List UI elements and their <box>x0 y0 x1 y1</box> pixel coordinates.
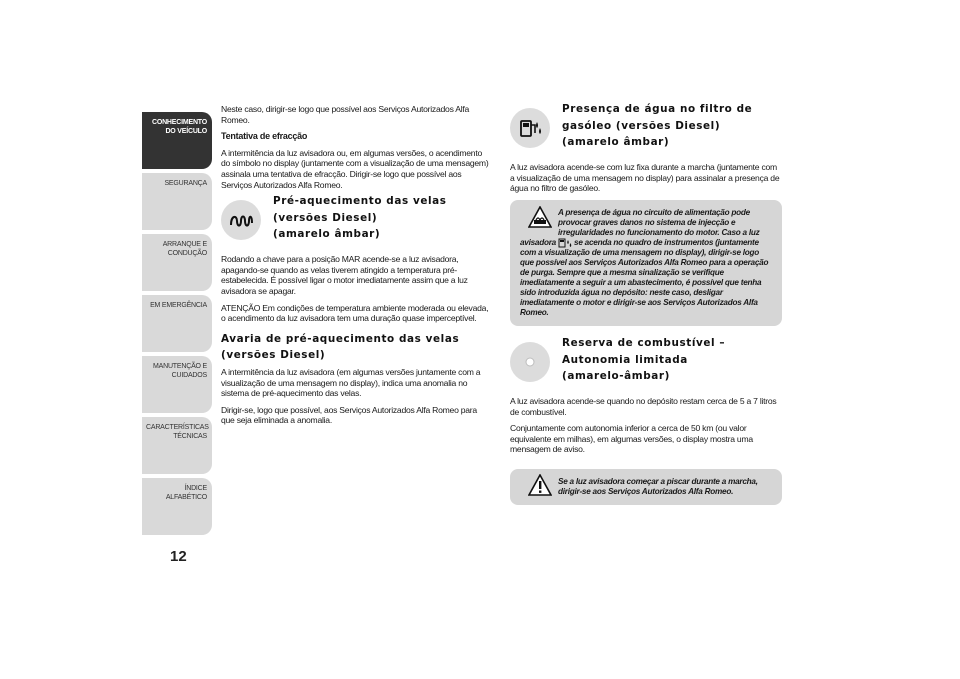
attempt-subtitle: Tentativa de efracção <box>221 131 308 142</box>
glow-plug-note: ATENÇÃO Em condições de temperatura ambiente moderada ou elevada, o acendimento da luz avisadora tem uma duração quase imperceptível. <box>221 302 489 324</box>
water-heading-line-2: gasóleo (versões Diesel) <box>562 119 721 132</box>
water-warning-box <box>510 200 782 326</box>
fuel-warning-box <box>510 469 782 505</box>
right-column <box>510 104 782 513</box>
glow-fault-paragraph-2: Dirigir-se, logo que possível, aos Serviços Autorizados Alfa Romeo para que seja eliminada a anomalia. <box>221 404 477 426</box>
tab-em-emergencia[interactable] <box>142 295 212 352</box>
tab-seguranca[interactable] <box>142 173 212 230</box>
water-in-fuel-icon <box>510 108 550 148</box>
glow-fault-header <box>221 334 491 361</box>
tab-label: CARACTERÍSTICAS TÉCNICAS <box>146 424 209 440</box>
fuel-paragraph: A luz avisadora acende-se quando no depósito restam cerca de 5 a 7 litros de combustível. <box>510 395 777 417</box>
fuel-paragraph-2: Conjuntamente com autonomia inferior a cerca de 50 km (ou valor equivalente em milhas), em algumas versões, o display mostra uma mensagem de aviso. <box>510 423 753 455</box>
tab-label: ARRANQUE E CONDUÇÃO <box>162 241 207 257</box>
tab-label: EM EMERGÊNCIA <box>150 302 207 309</box>
warning-triangle-icon <box>528 206 552 228</box>
tab-label: SEGURANÇA <box>164 180 207 187</box>
water-in-fuel-inline-icon <box>558 238 572 248</box>
fuel-heading-line-3: (amarelo-âmbar) <box>562 370 670 383</box>
fuel-reserve-icon <box>510 342 550 382</box>
water-paragraph: A luz avisadora acende-se com luz fixa durante a marcha (juntamente com a visualização de uma mensagem no display) para assinalar a presença de água no filtro de gasóleo. <box>510 162 780 194</box>
glow-plug-icon <box>221 200 261 240</box>
tab-indice-alfabetico[interactable] <box>142 478 212 535</box>
water-warning-text-b-pre: avisadora <box>520 237 556 247</box>
water-warning-text-b-post: se acenda no quadro de instrumentos (juntamente com a visualização de uma mensagem no display), dirigir-se logo que possível aos Serviços Autorizados Alfa Romeo para a operação de purga. Sempre que a mesma sinalização se verifique imediatamente a seguir a um abastecimento, é possível que tenha sido introduzida água no depósito: neste caso, desligar imediatamente o motor e dirigir-se aos Serviços Autorizados Alfa Romeo. <box>520 237 769 317</box>
glow-plug-section-header <box>221 196 491 250</box>
glow-plug-heading-line-2: (versões Diesel) <box>273 211 378 224</box>
water-heading-line-3: (amarelo âmbar) <box>562 136 670 149</box>
warning-triangle-icon <box>528 474 552 496</box>
left-column <box>221 104 491 432</box>
water-warning-text-a: A presença de água no circuito de alimentação pode provocar graves danos no sistema de injecção e irregularidades no funcionamento do motor. Caso a luz <box>558 207 760 237</box>
attempt-paragraph: A intermitência da luz avisadora ou, em algumas versões, o acendimento do símbolo no display (juntamente com a visualização de uma mensagem) assinala uma tentativa de efracção. Dirigir-se logo que possível aos Serviços Autorizados Alfa Romeo. <box>221 147 489 190</box>
tab-label: MANUTENÇÃO E CUIDADOS <box>153 363 207 379</box>
glow-fault-heading-line-1: Avaria de pré-aquecimento das velas <box>221 332 460 345</box>
tab-caracteristicas-tecnicas[interactable] <box>142 417 212 474</box>
glow-plug-paragraph: Rodando a chave para a posição MAR acende-se a luz avisadora, apagando-se quando as velas tiverem atingido a temperatura pré-estabelecida. É possível ligar o motor imediatamente assim que a luz avisadora se apagar. <box>221 254 468 296</box>
glow-plug-heading-line-3: (amarelo âmbar) <box>273 228 381 241</box>
fuel-heading-line-2: Autonomia limitada <box>562 353 688 366</box>
tab-arranque-e-conducao[interactable] <box>142 234 212 291</box>
tab-conhecimento-do-veiculo[interactable] <box>142 112 212 169</box>
glow-fault-heading-line-2: (versões Diesel) <box>221 349 326 362</box>
intro-paragraph: Neste caso, dirigir-se logo que possível aos Serviços Autorizados Alfa Romeo. <box>221 104 470 125</box>
water-filter-section-header <box>510 104 782 158</box>
tab-manutencao-e-cuidados[interactable] <box>142 356 212 413</box>
glow-fault-paragraph: A intermitência da luz avisadora (em algumas versões juntamente com a visualização de uma mensagem no display), indica uma anomalia no sistema de pré-aquecimento das velas. <box>221 366 481 399</box>
tab-label: ÍNDICE ALFABÉTICO <box>165 485 207 501</box>
tab-label: CONHECIMENTO DO VEÍCULO <box>151 119 207 135</box>
fuel-heading-line-1: Reserva de combustível – <box>562 336 726 349</box>
water-heading-line-1: Presença de água no filtro de <box>562 103 753 115</box>
glow-plug-heading-line-1: Pré-aquecimento das velas <box>273 195 447 208</box>
fuel-warning-text: Se a luz avisadora começar a piscar durante a marcha, dirigir-se aos Serviços Autorizados Alfa Romeo. <box>558 476 758 496</box>
chapter-tabs <box>142 112 212 539</box>
page-number: 12 <box>170 548 187 565</box>
fuel-reserve-section-header <box>510 338 782 392</box>
